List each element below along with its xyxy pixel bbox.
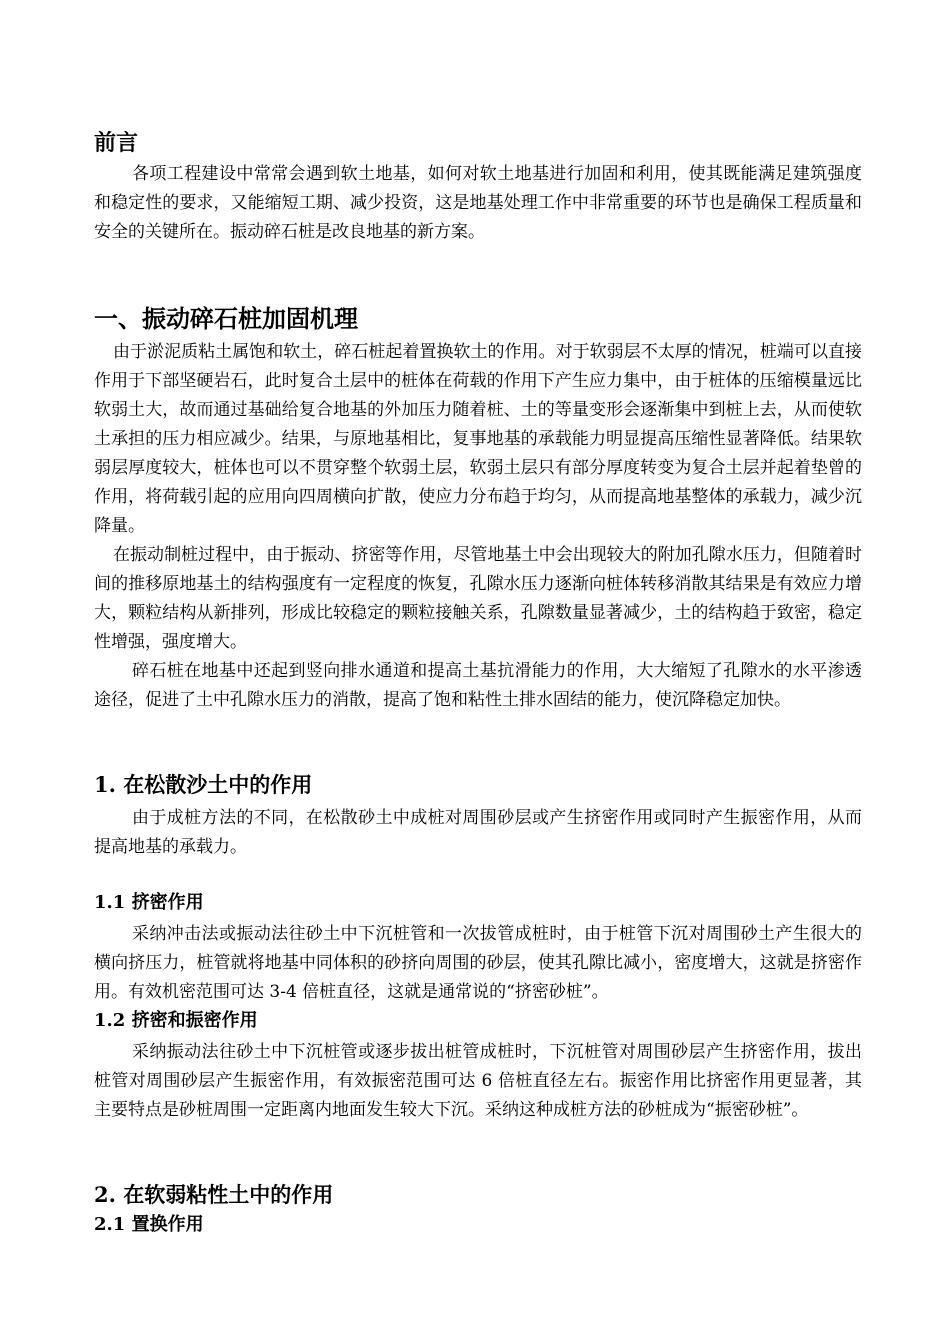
section-1-2-1-heading: 2.1 置换作用 (94, 1214, 204, 1235)
section-1-paragraph-1: 由于淤泥质粘土属饱和软土，碎石桩起着置换软土的作用。对于软弱层不太厚的情况，桩端可以直接作用于下部坚硬岩石，此时复合土层中的桩体在荷载的作用下产生应力集中，由于桩体的压缩模量远比软弱土大，故而通过基础给复合地基的外加压力随着桩、土的等量变形会逐渐集中到桩上去，从而使软土承担的压力相应减少。结果，与原地基相比，复事地基的承载能力明显提高压缩性显著降低。结果软弱层厚度较大，桩体也可以不贯穿整个软弱土层，软弱土层只有部分厚度转变为复合土层并起着垫曾的作用，将荷载引起的应用向四周横向扩散，使应力分布趋于均匀，从而提高地基整体的承载力，减少沉降量。 (94, 342, 862, 536)
section-1-heading: 一、振动碎石桩加固机理 (94, 304, 358, 333)
section-1-1-1-heading: 1.1 挤密作用 (94, 892, 204, 913)
preface-heading: 前言 (94, 130, 139, 156)
section-1-1-2-heading: 1.2 挤密和振密作用 (94, 1010, 258, 1031)
section-1-1-heading: 1. 在松散沙土中的作用 (94, 772, 313, 797)
section-1-1-2-paragraph: 采纳振动法往砂土中下沉桩管或逐步拔出桩管成桩时，下沉桩管对周围砂层产生挤密作用，拔出桩管对周围砂层产生振密作用，有效振密范围可达 6 倍桩直径左右。振密作用比挤密作用更显著，其主要特点是砂桩周围一定距离内地面发生较大下沉。采纳这种成桩方法的砂桩成为“振密砂桩”。 (94, 1042, 862, 1120)
section-1-2-heading: 2. 在软弱粘性土中的作用 (94, 1182, 334, 1207)
preface-paragraph: 各项工程建设中常常会遇到软土地基，如何对软土地基进行加固和利用，使其既能满足建筑强度和稳定性的要求，又能缩短工期、减少投资，这是地基处理工作中非常重要的环节也是确保工程质量和安全的关键所在。振动碎石桩是改良地基的新方案。 (94, 164, 862, 242)
section-1-paragraph-3: 碎石桩在地基中还起到竖向排水通道和提高土基抗滑能力的作用，大大缩短了孔隙水的水平渗透途径，促进了土中孔隙水压力的消散，提高了饱和粘性土排水固结的能力，使沉降稳定加快。 (94, 661, 862, 710)
section-1-1-paragraph: 由于成桩方法的不同，在松散砂土中成桩对周围砂层或产生挤密作用或同时产生振密作用，从而提高地基的承载力。 (94, 808, 862, 857)
section-1-1-1-paragraph: 采纳冲击法或振动法往砂土中下沉桩管和一次拔管成桩时，由于桩管下沉对周围砂土产生很大的横向挤压力，桩管就将地基中同体积的砂挤向周围的砂层，使其孔隙比减小，密度增大，这就是挤密作用。有效机密范围可达 3-4 倍桩直径，这就是通常说的“挤密砂桩”。 (94, 924, 862, 1002)
section-1-paragraph-2: 在振动制桩过程中，由于振动、挤密等作用，尽管地基土中会出现较大的附加孔隙水压力，但随着时间的推移原地基土的结构强度有一定程度的恢复，孔隙水压力逐渐向桩体转移消散其结果是有效应力增大，颗粒结构从新排列，形成比较稳定的颗粒接触关系，孔隙数量显著减少，土的结构趋于致密，稳定性增强，强度增大。 (94, 545, 862, 652)
